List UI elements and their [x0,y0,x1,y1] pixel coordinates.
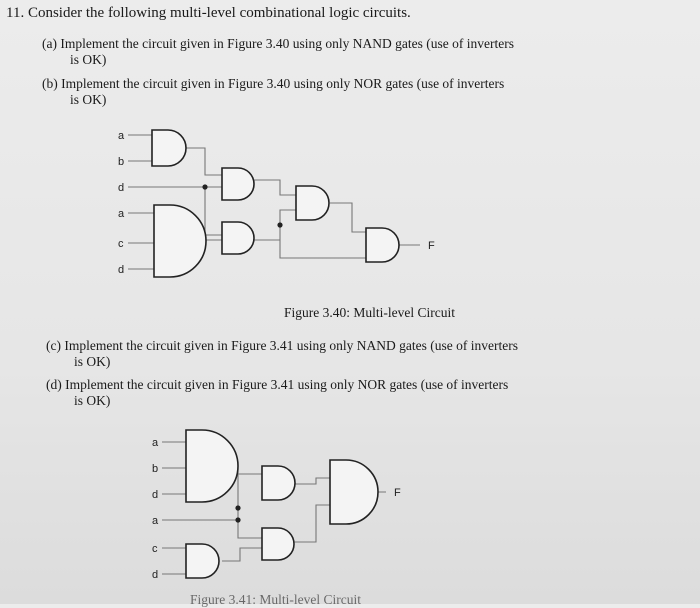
and-gate-5 [330,460,378,524]
and-gate-2 [222,168,254,200]
output-f: F [428,240,435,252]
part-c-cont: is OK) [74,354,111,369]
input-a: a [152,437,159,449]
and-gate-4 [222,222,254,254]
part-a-text: Implement the circuit given in Figure 3.40 using only NAND gates (use of inverters [60,36,515,51]
input-d2: d [152,569,159,581]
and-gate-6 [366,228,399,262]
part-a [42,36,514,52]
part-a-label: (a) [42,36,57,51]
input-a2: a [118,208,125,220]
and-gate-2 [262,466,295,500]
input-c: c [118,238,124,250]
input-d2: d [118,264,125,276]
part-c-label: (c) [46,338,61,353]
input-d: d [118,182,125,194]
part-a-cont: is OK) [70,52,107,67]
part-b-label: (b) [42,76,58,91]
part-d-text: Implement the circuit given in Figure 3.41 using only NOR gates (use of inverters [65,377,509,392]
output-f: F [394,487,401,499]
figure-3-41-circuit [0,420,700,604]
junction-dot [202,184,207,189]
question-number: 11. [6,5,25,21]
figure-3-41-caption: Figure 3.41: Multi-level Circuit [190,592,361,607]
junction-dot [235,517,240,522]
question-header [6,5,411,22]
junction-dot [235,505,240,510]
part-d-cont: is OK) [74,393,111,408]
part-b [42,76,504,92]
part-c-text: Implement the circuit given in Figure 3.41 using only NAND gates (use of inverters [64,338,519,353]
part-d [46,377,508,393]
part-b-text: Implement the circuit given in Figure 3.40 using only NOR gates (use of inverters [61,76,505,91]
figure-3-40-circuit [0,118,700,288]
and-gate-3 [262,528,294,560]
and-gate-1 [152,130,186,166]
figure-3-40-caption: Figure 3.40: Multi-level Circuit [284,305,455,320]
part-c [46,338,518,354]
and-gate-1 [186,430,238,502]
and-gate-3 [154,205,206,277]
junction-dot [277,222,282,227]
input-c: c [152,543,158,555]
and-gate-4 [186,544,219,578]
input-b: b [118,156,125,168]
input-d: d [152,489,159,501]
question-title: Consider the following multi-level combinational logic circuits. [27,5,411,21]
part-b-cont: is OK) [70,92,107,107]
input-b: b [152,463,159,475]
part-d-label: (d) [46,377,62,392]
input-a2: a [152,515,159,527]
input-a: a [118,130,125,142]
and-gate-5 [296,186,329,220]
